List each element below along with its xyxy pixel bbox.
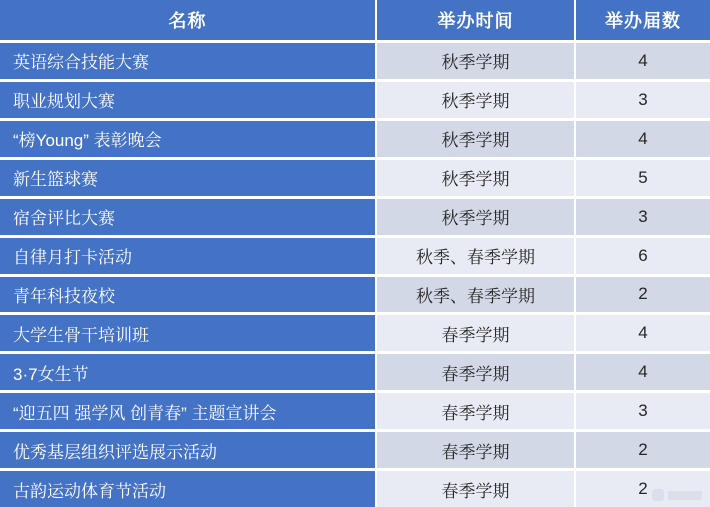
cell-time-row2: 秋季学期 xyxy=(377,82,574,118)
cell-time-row9: 春季学期 xyxy=(377,354,574,390)
cell-count-row7: 2 xyxy=(576,277,710,313)
cell-time-row4: 秋季学期 xyxy=(377,160,574,196)
cell-count-row8: 4 xyxy=(576,315,710,351)
cell-name-row8: 大学生骨干培训班 xyxy=(0,315,375,351)
cell-name-row11: 优秀基层组织评选展示活动 xyxy=(0,432,375,468)
cell-count-row9: 4 xyxy=(576,354,710,390)
cell-count-row10: 3 xyxy=(576,393,710,429)
column-header-name: 名称 xyxy=(0,0,375,40)
cell-name-row10: “迎五四 强学风 创青春” 主题宣讲会 xyxy=(0,393,375,429)
cell-time-row5: 秋季学期 xyxy=(377,199,574,235)
cell-name-row12: 古韵运动体育节活动 xyxy=(0,471,375,507)
cell-time-row6: 秋季、春季学期 xyxy=(377,238,574,274)
cell-name-row3: “榜Young” 表彰晚会 xyxy=(0,121,375,157)
cell-count-row2: 3 xyxy=(576,82,710,118)
cell-name-row5: 宿舍评比大赛 xyxy=(0,199,375,235)
column-header-time: 举办时间 xyxy=(377,0,574,40)
cell-time-row10: 春季学期 xyxy=(377,393,574,429)
cell-count-row12: 2 xyxy=(576,471,710,507)
cell-count-row4: 5 xyxy=(576,160,710,196)
cell-time-row7: 秋季、春季学期 xyxy=(377,277,574,313)
cell-time-row1: 秋季学期 xyxy=(377,43,574,79)
cell-count-row6: 6 xyxy=(576,238,710,274)
cell-name-row1: 英语综合技能大赛 xyxy=(0,43,375,79)
cell-time-row8: 春季学期 xyxy=(377,315,574,351)
cell-time-row12: 春季学期 xyxy=(377,471,574,507)
cell-name-row7: 青年科技夜校 xyxy=(0,277,375,313)
cell-name-row2: 职业规划大赛 xyxy=(0,82,375,118)
cell-time-row11: 春季学期 xyxy=(377,432,574,468)
column-header-count: 举办届数 xyxy=(576,0,710,40)
cell-count-row3: 4 xyxy=(576,121,710,157)
cell-count-row5: 3 xyxy=(576,199,710,235)
cell-count-row1: 4 xyxy=(576,43,710,79)
cell-name-row4: 新生篮球赛 xyxy=(0,160,375,196)
cell-count-row11: 2 xyxy=(576,432,710,468)
cell-name-row9: 3·7女生节 xyxy=(0,354,375,390)
cell-name-row6: 自律月打卡活动 xyxy=(0,238,375,274)
cell-time-row3: 秋季学期 xyxy=(377,121,574,157)
